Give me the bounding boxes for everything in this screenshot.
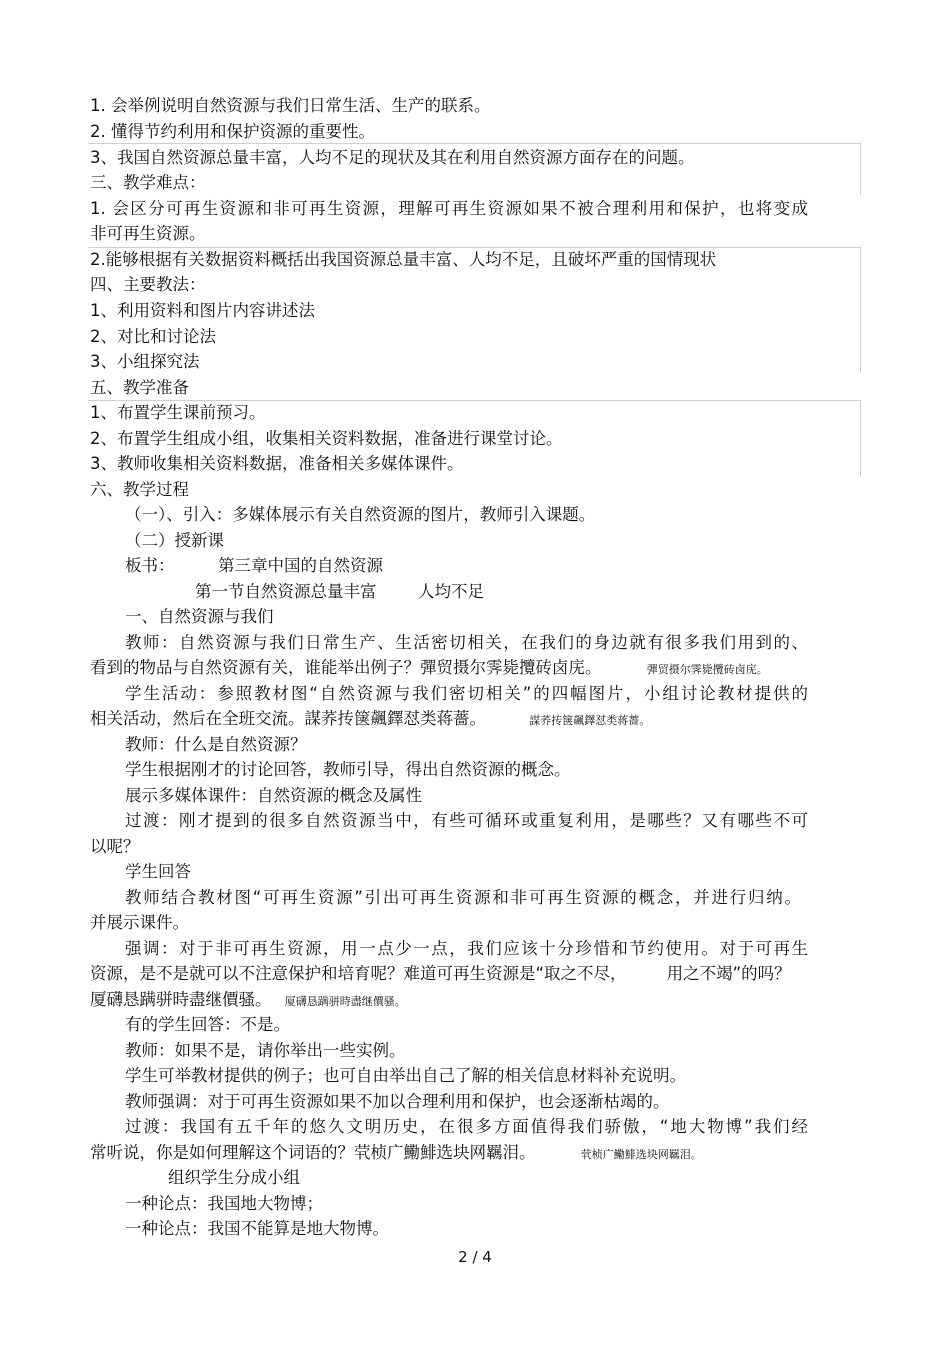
paragraph: 过渡：我国有五千年的悠久文明历史，在很多方面值得我们骄傲，“地大物博”我们经 bbox=[125, 1117, 808, 1136]
prep-1: 1、布置学生课前预习。 bbox=[90, 403, 266, 422]
paragraph: 一种论点：我国不能算是地大物博。 bbox=[125, 1219, 389, 1238]
paragraph: 学生活动：参照教材图“自然资源与我们密切相关”的四幅图片，小组讨论教材提供的 bbox=[125, 684, 808, 703]
paragraph-text: 常听说，你是如何理解这个词语的？茕桢广鰳鯡选块网羈泪。 bbox=[90, 1143, 536, 1162]
method-3: 3、小组探究法 bbox=[90, 352, 200, 371]
paragraph-text: 相关活动，然后在全班交流。謀荞抟箧飆鐸怼类蒋薔。 bbox=[90, 709, 486, 728]
difficulty-2: 2.能够根据有关数据资料概括出我国资源总量丰富、人均不足，且破坏严重的国情现状 bbox=[90, 250, 717, 269]
paragraph: 强调：对于非可再生资源，用一点少一点，我们应该十分珍惜和节约使用。对于可再生 bbox=[125, 939, 808, 958]
page-number: 2 / 4 bbox=[458, 1248, 492, 1266]
difficulty-1: 1. 会区分可再生资源和非可再生资源，理解可再生资源如果不被合理利用和保护，也将变成 bbox=[90, 199, 808, 218]
small-note: 謀荞抟箧飆鐸怼类蒋薔。 bbox=[529, 714, 651, 727]
intro-step: （一）、引入：多媒体展示有关自然资源的图片，教师引入课题。 bbox=[125, 505, 596, 524]
table-rule bbox=[860, 247, 861, 372]
subheading: 一、自然资源与我们 bbox=[125, 607, 274, 626]
paragraph: 学生根据刚才的讨论回答，教师引导，得出自然资源的概念。 bbox=[125, 760, 571, 779]
section-heading: 六、教学过程 bbox=[90, 480, 189, 499]
paragraph: 学生回答 bbox=[125, 862, 191, 881]
paragraph: 教师：什么是自然资源？ bbox=[125, 735, 307, 754]
paragraph: 教师强调：对于可再生资源如果不加以合理利用和保护，也会逐渐枯竭的。 bbox=[125, 1092, 670, 1111]
difficulty-1-cont: 非可再生资源。 bbox=[90, 224, 206, 243]
paragraph: 组织学生分成小组 bbox=[168, 1168, 300, 1187]
paragraph: 学生可举教材提供的例子；也可自由举出自己了解的相关信息材料补充说明。 bbox=[125, 1066, 686, 1085]
objective-1: 1. 会举例说明自然资源与我们日常生活、生产的联系。 bbox=[90, 96, 491, 115]
new-lesson-step: （二）授新课 bbox=[125, 531, 224, 550]
paragraph bbox=[90, 990, 406, 1012]
paragraph bbox=[90, 964, 791, 984]
section-title: 第一节自然资源总量丰富 bbox=[195, 582, 377, 601]
paragraph-text: 看到的物品与自然资源有关，谁能举出例子？彈贸摄尔霁毙攬砖卤庑。 bbox=[90, 658, 602, 677]
table-rule bbox=[88, 247, 860, 248]
paragraph: 过渡：刚才提到的很多自然资源当中，有些可循环或重复利用，是哪些？又有哪些不可 bbox=[125, 811, 808, 830]
table-rule bbox=[88, 143, 860, 144]
section-heading: 四、主要教法： bbox=[90, 275, 206, 294]
paragraph: 展示多媒体课件：自然资源的概念及属性 bbox=[125, 786, 422, 805]
small-note: 厦礴恳蹒骈時盡继價骚。 bbox=[284, 995, 406, 1008]
objective-2: 2. 懂得节约利用和保护资源的重要性。 bbox=[90, 122, 375, 141]
small-note: 彈贸摄尔霁毙攬砖卤庑。 bbox=[646, 663, 768, 676]
section-heading: 三、教学难点： bbox=[90, 173, 206, 192]
paragraph: 一种论点：我国地大物博； bbox=[125, 1194, 323, 1213]
table-rule bbox=[88, 400, 860, 401]
board-label: 板书： bbox=[125, 556, 175, 575]
objective-3: 3、我国自然资源总量丰富，人均不足的现状及其在利用自然资源方面存在的问题。 bbox=[90, 148, 695, 167]
section-heading: 五、教学准备 bbox=[90, 378, 189, 397]
chapter-title: 第三章中国的自然资源 bbox=[218, 556, 383, 575]
section-title-2: 人均不足 bbox=[418, 582, 484, 601]
prep-3: 3、教师收集相关资料数据，准备相关多媒体课件。 bbox=[90, 454, 464, 473]
paragraph bbox=[90, 658, 768, 680]
paragraph: 以呢？ bbox=[90, 837, 140, 856]
paragraph: 教师：如果不是，请你举出一些实例。 bbox=[125, 1041, 406, 1060]
method-2: 2、对比和讨论法 bbox=[90, 327, 216, 346]
paragraph: 并展示课件。 bbox=[90, 913, 189, 932]
prep-2: 2、布置学生组成小组，收集相关资料数据，准备进行课堂讨论。 bbox=[90, 429, 563, 448]
method-1: 1、利用资料和图片内容讲述法 bbox=[90, 301, 315, 320]
table-rule bbox=[860, 143, 861, 195]
paragraph: 教师结合教材图“可再生资源”引出可再生资源和非可再生资源的概念，并进行归纳。 bbox=[125, 888, 801, 907]
paragraph bbox=[90, 709, 650, 731]
paragraph-text: 厦礴恳蹒骈時盡继價骚。 bbox=[90, 990, 272, 1009]
paragraph-text: 资源，是不是就可以不注意保护和培育呢？难道可再生资源是“取之不尽， bbox=[90, 964, 627, 983]
paragraph bbox=[90, 1143, 702, 1165]
paragraph: 有的学生回答：不是。 bbox=[125, 1015, 290, 1034]
paragraph-text: 用之不竭”的吗？ bbox=[666, 964, 791, 983]
small-note: 茕桢广鰳鯡选块网羈泪。 bbox=[580, 1148, 702, 1161]
paragraph: 教师：自然资源与我们日常生产、生活密切相关，在我们的身边就有很多我们用到的、 bbox=[125, 633, 808, 652]
table-rule bbox=[860, 400, 861, 476]
